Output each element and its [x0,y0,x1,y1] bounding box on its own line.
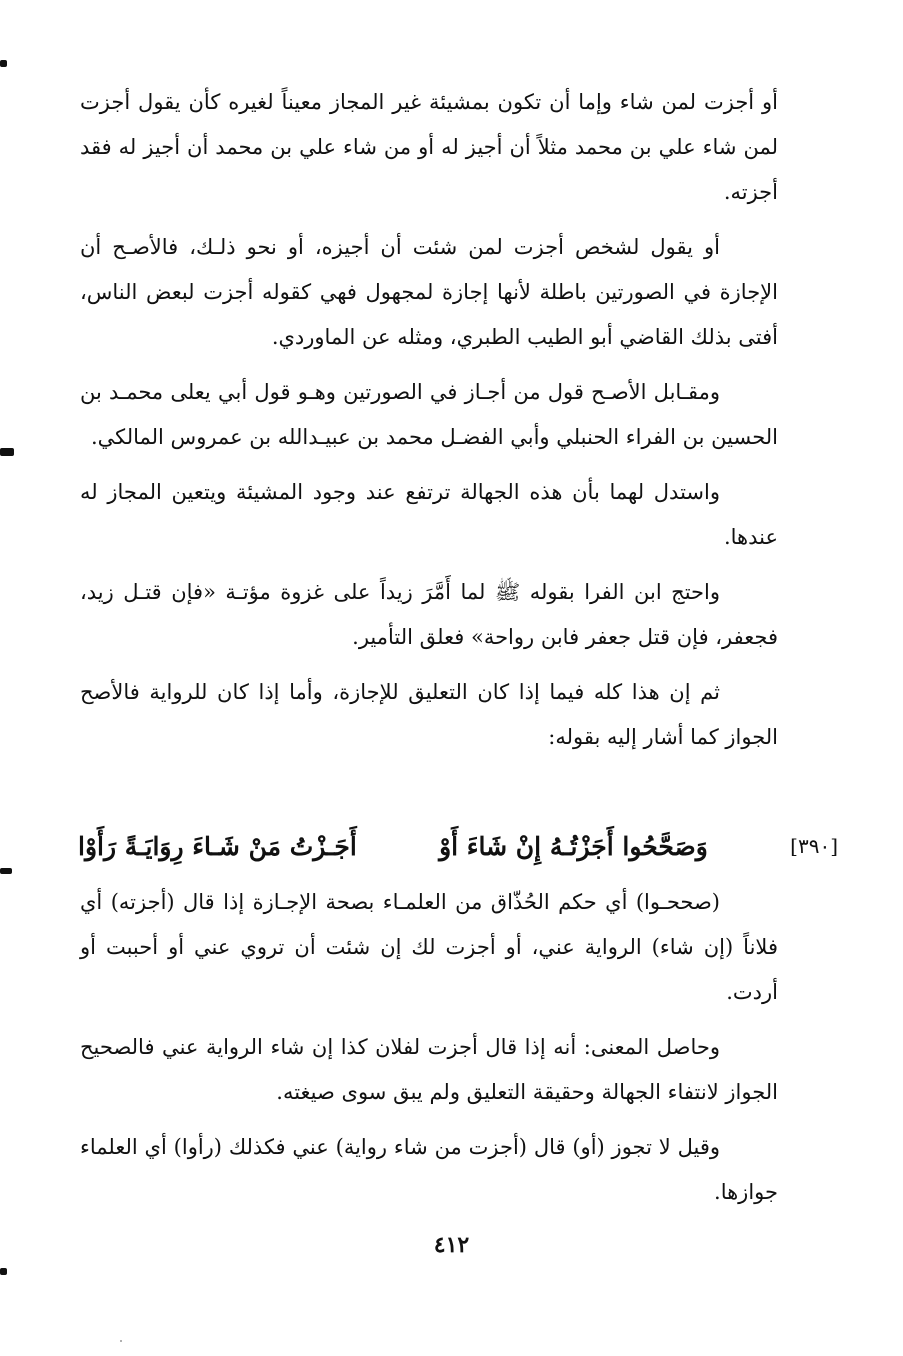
body-text-upper [80,80,778,760]
scan-mark-middle [0,448,14,456]
page-number: ٤١٢ [433,1232,470,1258]
scan-mark-top [0,60,7,67]
paragraph-4: واستدل لهما بأن هذه الجهالة ترتفع عند وجود المشيئة ويتعين المجاز له عندها. [80,480,778,549]
scan-mark-lower [0,868,12,874]
verse-number: [٣٩٠] [790,834,838,858]
paragraph-3: ومقـابل الأصـح قول من أجـاز في الصورتين وهـو قول أبي يعلى محمـد بن الحسين بن الفراء الحنبلي وأبي الفضـل محمد بن عبيـدالله بن عمروس المالكي. [80,380,778,449]
paragraph-9: وقيل لا تجوز (أو) قال (أجزت من شاء رواية) عني فكذلك (رأوا) أي العلماء جوازها. [80,1135,778,1204]
verse-line [78,822,838,870]
body-text-lower [80,880,778,1215]
paragraph-1: أو أجزت لمن شاء وإما أن تكون بمشيئة غير المجاز معيناً لغيره كأن يقول أجزت لمن شاء علي بن محمد مثلاً أن أجيز له أو من شاء علي بن محمد أن أجيز له فقد أجزته. [80,90,778,204]
verse-second-hemistich: أَجَـزْتُ مَنْ شَـاءَ رِوَايَـةً رَأَوْا [78,831,357,861]
paragraph-5: واحتج ابن الفرا بقوله ﷺ لما أَمَّرَ زيداً على غزوة مؤتـة «فإن قتـل زيد، فجعفر، فإن قتل جعفر فابن رواحة» فعلق التأمير. [80,580,778,649]
scan-mark-bottom [0,1268,7,1275]
paragraph-2: أو يقول لشخص أجزت لمن شئت أن أجيزه، أو نحو ذلـك، فالأصـح أن الإجازة في الصورتين باطلة لأنها إجازة لمجهول فهي كقوله أجزت لبعض الناس، أفتى بذلك القاضي أبو الطيب الطبري، ومثله عن الماوردي. [80,235,778,349]
verse-first-hemistich: وَصَحَّحُوا أَجَزْتُـهُ إِنْ شَاءَ أَوْ [439,831,708,861]
paragraph-7: (صححـوا) أي حكم الحُذّاق من العلمـاء بصحة الإجـازة إذا قال (أجزته) أي فلاناً (إن شاء) الرواية عني، أو أجزت لك إن شئت أن تروي عني أو أحببت أو أردت. [80,890,778,1004]
paragraph-8: وحاصل المعنى: أنه إذا قال أجزت لفلان كذا إن شاء الرواية عني فالصحيح الجواز لانتفاء الجهالة وحقيقة التعليق ولم يبق سوى صيغته. [80,1035,778,1104]
paragraph-6: ثم إن هذا كله فيما إذا كان التعليق للإجازة، وأما إذا كان للرواية فالأصح الجواز كما أشار إليه بقوله: [80,680,778,749]
scan-speck [120,1340,122,1342]
